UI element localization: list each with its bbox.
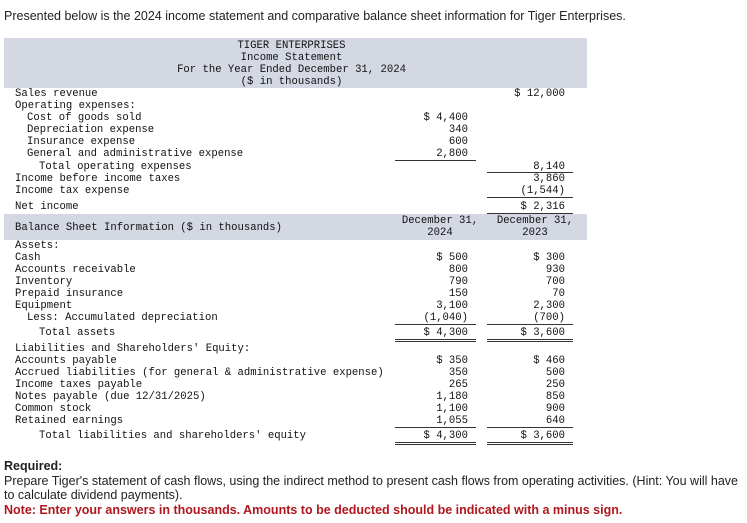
value-2024: $ 4,300 [423, 430, 468, 442]
expense-row [4, 136, 587, 148]
subtotal-underline [487, 172, 573, 173]
sales-revenue-row [4, 88, 587, 100]
row-value: 340 [448, 124, 468, 136]
asset-row [4, 300, 587, 312]
value-2023: $ 460 [533, 355, 565, 367]
expense-row [4, 112, 587, 124]
asset-row [4, 264, 587, 276]
required-instructions: Prepare Tiger's statement of cash flows, using the indirect method to present cash flows from operating activities. (Hint: You will have to calculate dividend payments). [4, 473, 738, 502]
row-value: 8,140 [533, 161, 565, 173]
value-2024: (1,040) [423, 312, 468, 324]
liability-row [4, 379, 587, 391]
value-2024: 1,180 [436, 391, 468, 403]
value-2024: $ 350 [436, 355, 468, 367]
value-2024: 3,100 [436, 300, 468, 312]
total-assets-row [4, 327, 587, 339]
statement-units: ($ in thousands) [240, 76, 343, 88]
row-label: Notes payable (due 12/31/2025) [15, 391, 206, 403]
column-header-2023-line2: 2023 [522, 227, 548, 239]
value-2023: 250 [545, 379, 565, 391]
required-title: Required: [4, 459, 63, 473]
value-2023: 900 [545, 403, 565, 415]
value-2024: 800 [448, 264, 468, 276]
subtotal-underline [487, 427, 573, 428]
value-2024: 265 [448, 379, 468, 391]
value-2023: 850 [545, 391, 565, 403]
row-value: $ 2,316 [520, 201, 565, 213]
value-2023: 2,300 [533, 300, 565, 312]
expense-row [4, 148, 587, 160]
balance-sheet-header [4, 214, 587, 240]
row-value: 3,860 [533, 173, 565, 185]
liability-row [4, 355, 587, 367]
row-label: Depreciation expense [27, 124, 155, 136]
value-2023: $ 3,600 [520, 430, 565, 442]
column-header-2024-line2: 2024 [427, 227, 453, 239]
value-2023: 930 [545, 264, 565, 276]
row-value: $ 4,400 [423, 112, 468, 124]
row-label: Assets: [15, 240, 60, 252]
equity-row [4, 403, 587, 415]
value-2023: 500 [545, 367, 565, 379]
row-label: Operating expenses: [15, 100, 136, 112]
row-label: Inventory [15, 276, 73, 288]
value-2024: 790 [448, 276, 468, 288]
subtotal-underline [487, 197, 573, 198]
row-label: Less: Accumulated depreciation [27, 312, 218, 324]
equity-row [4, 415, 587, 427]
balance-sheet-heading: Balance Sheet Information ($ in thousands) [15, 222, 283, 234]
asset-row [4, 312, 587, 324]
subtotal-underline [395, 427, 476, 428]
asset-row [4, 252, 587, 264]
value-2024: $ 4,300 [423, 327, 468, 339]
value-2024: 350 [448, 367, 468, 379]
row-label: Retained earnings [15, 415, 124, 427]
row-label: Total operating expenses [39, 161, 192, 173]
assets-heading [4, 240, 587, 252]
row-label: Cost of goods sold [27, 112, 142, 124]
total-liabilities-equity-row [4, 430, 587, 442]
total-double-underline [395, 442, 476, 445]
row-label: Income taxes payable [15, 379, 143, 391]
row-label: Cash [15, 252, 41, 264]
value-2023: 700 [545, 276, 565, 288]
liability-row [4, 367, 587, 379]
row-label: Prepaid insurance [15, 288, 124, 300]
company-name: TIGER ENTERPRISES [237, 40, 346, 52]
value-2023: $ 3,600 [520, 327, 565, 339]
row-label: Net income [15, 201, 79, 213]
row-value: (1,544) [520, 185, 565, 197]
total-double-underline [487, 442, 573, 445]
value-2024: 1,055 [436, 415, 468, 427]
liability-row [4, 391, 587, 403]
row-label: Total assets [39, 327, 116, 339]
statement-period: For the Year Ended December 31, 2024 [177, 64, 406, 76]
row-label: Equipment [15, 300, 73, 312]
subtotal-underline [487, 324, 573, 325]
expense-row [4, 124, 587, 136]
statement-title: Income Statement [240, 52, 343, 64]
value-2024: $ 500 [436, 252, 468, 264]
value-2023: (700) [533, 312, 565, 324]
column-header-2023-line1: December 31, [496, 215, 574, 227]
row-label: Accounts payable [15, 355, 117, 367]
row-label: Liabilities and Shareholders' Equity: [15, 343, 251, 355]
asset-row [4, 288, 587, 300]
row-label: Income before income taxes [15, 173, 181, 185]
row-label: Accounts receivable [15, 264, 136, 276]
value-2023: 70 [552, 288, 565, 300]
total-double-underline [395, 339, 476, 342]
row-label: Income tax expense [15, 185, 130, 197]
operating-expenses-heading [4, 100, 587, 112]
income-before-taxes-row [4, 173, 587, 185]
row-value: $ 12,000 [514, 88, 565, 100]
liabilities-equity-heading [4, 343, 587, 355]
income-tax-expense-row [4, 185, 587, 197]
row-label: Common stock [15, 403, 92, 415]
row-label: Accrued liabilities (for general & administrative expense) [15, 367, 384, 379]
row-label: General and administrative expense [27, 148, 244, 160]
net-income-row [4, 201, 587, 213]
required-note: Note: Enter your answers in thousands. Amounts to be deducted should be indicated with a minus sign. [4, 502, 623, 517]
problem-intro: Presented below is the 2024 income statement and comparative balance sheet information for Tiger Enterprises. [4, 9, 626, 23]
row-label: Total liabilities and shareholders' equity [39, 430, 307, 442]
value-2024: 1,100 [436, 403, 468, 415]
column-header-2024-line1: December 31, [401, 215, 479, 227]
required-section [4, 459, 746, 517]
value-2023: $ 300 [533, 252, 565, 264]
row-value: 600 [448, 136, 468, 148]
total-double-underline [487, 339, 573, 342]
row-label: Insurance expense [27, 136, 136, 148]
subtotal-underline [395, 324, 476, 325]
value-2024: 150 [448, 288, 468, 300]
row-label: Sales revenue [15, 88, 98, 100]
income-statement-header [4, 38, 587, 88]
row-value: 2,800 [436, 148, 468, 160]
financial-statements-panel [4, 38, 587, 446]
asset-row [4, 276, 587, 288]
value-2023: 640 [545, 415, 565, 427]
